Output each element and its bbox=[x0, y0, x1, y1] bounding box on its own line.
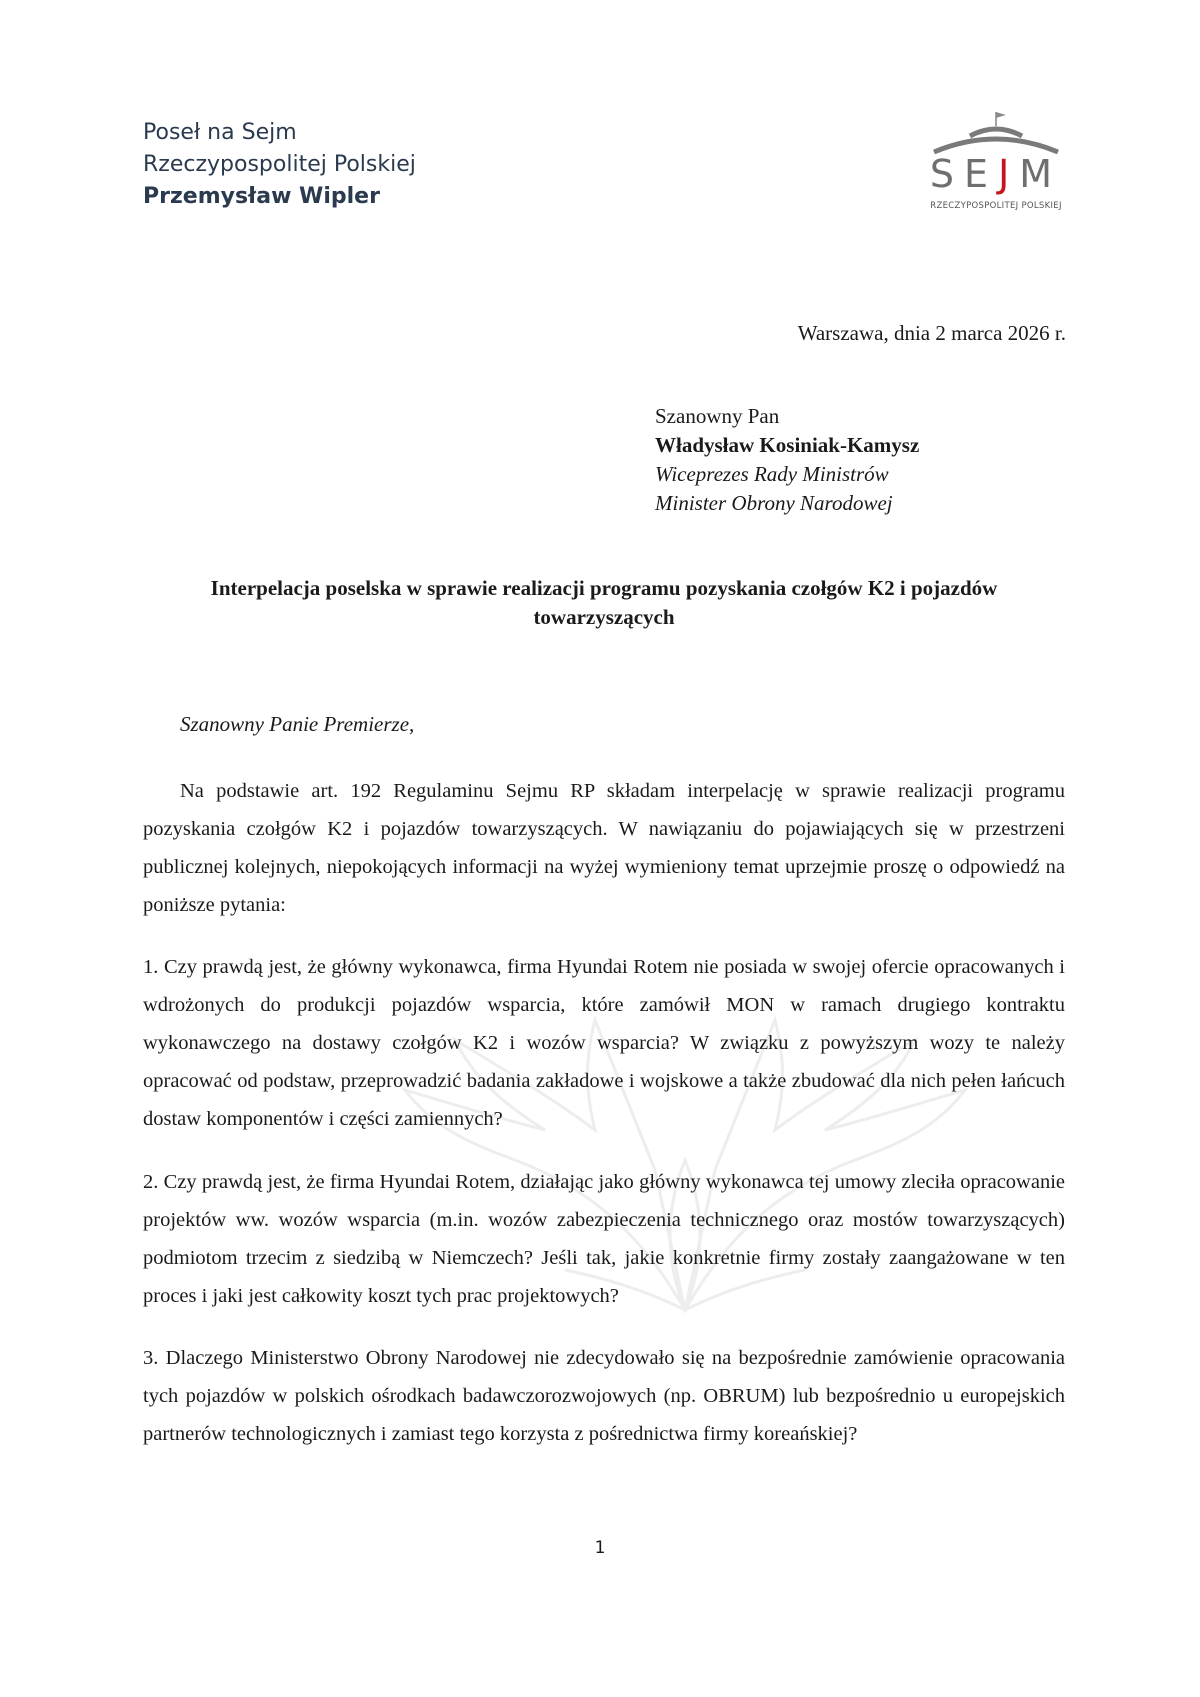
paragraph-question-3: 3. Dlaczego Ministerstwo Obrony Narodowej nie zdecydowało się na bezpośrednie zamówienie opracowania tych pojazdów w polskich ośrodkach badawczorozwojowych (np. OBRUM) lub bezpośrednio u europejskich partnerów technologicznych i zamiast tego korzysta z pośrednictwa firmy koreańskiej? bbox=[143, 1347, 1065, 1445]
letter-subject: Interpelacja poselska w sprawie realizacji programu pozyskania czołgów K2 i pojazdów towarzyszących bbox=[210, 576, 998, 629]
sender-line-2: Rzeczypospolitej Polskiej bbox=[143, 152, 416, 177]
paragraph-question-1: 1. Czy prawdą jest, że główny wykonawca, firma Hyundai Rotem nie posiada w swojej ofercie opracowanych i wdrożonych do produkcji pojazdów wsparcia, które zamówił MON w ramach drugiego kontraktu wykonawczego na dostawy czołgów K2 i wozów wsparcia? W związku z powyższym wozy te należy opracować od podstaw, przeprowadzić badania zakładowe i wojskowe a także zbudować dla nich pełen łańcuch dostaw komponentów i części zamiennych? bbox=[143, 956, 1065, 1130]
salutation: Szanowny Panie Premierze, bbox=[180, 712, 415, 736]
sejm-letter-e: E bbox=[964, 152, 999, 196]
paragraph-intro: Na podstawie art. 192 Regulaminu Sejmu RP składam interpelację w sprawie realizacji programu pozyskania czołgów K2 i pojazdów towarzyszących. W nawiązaniu do pojawiających się w przestrzeni publicznej kolejnych, niepokojących informacji na wyżej wymieniony temat uprzejmie proszę o odpowiedź na poniższe pytania: bbox=[143, 780, 1065, 916]
addressee-title-1: Wiceprezes Rady Ministrów bbox=[655, 462, 889, 486]
sender-line-1: Poseł na Sejm bbox=[143, 120, 297, 145]
sejm-logo bbox=[926, 110, 1066, 218]
letter-date: Warszawa, dnia 2 marca 2026 r. bbox=[797, 321, 1066, 345]
addressee-block bbox=[655, 402, 919, 518]
sejm-dome-icon bbox=[926, 110, 1066, 154]
paragraph-question-2: 2. Czy prawdą jest, że firma Hyundai Rotem, działając jako główny wykonawca tej umowy zleciła opracowanie projektów ww. wozów wsparcia (m.in. wozów zabezpieczenia technicznego oraz mostów towarzyszących) podmiotom trzecim z siedzibą w Niemczech? Jeśli tak, jakie konkretnie firmy zostały zaangażowane w ten proces i jaki jest całkowity koszt tych prac projektowych? bbox=[143, 1171, 1065, 1307]
sejm-letter-s: S bbox=[929, 152, 965, 196]
sejm-logo-subtitle: RZECZYPOSPOLITEJ POLSKIEJ bbox=[930, 201, 1062, 211]
addressee-title-2: Minister Obrony Narodowej bbox=[655, 491, 893, 515]
sender-name: Przemysław Wipler bbox=[143, 184, 380, 209]
sejm-letter-j: J bbox=[998, 152, 1020, 196]
sejm-wordmark bbox=[926, 152, 1066, 196]
page-number: 1 bbox=[594, 1538, 606, 1558]
sender-block bbox=[143, 117, 416, 213]
addressee-name: Władysław Kosiniak-Kamysz bbox=[655, 433, 920, 457]
addressee-greeting: Szanowny Pan bbox=[655, 404, 780, 428]
sejm-letter-m: M bbox=[1019, 152, 1063, 196]
